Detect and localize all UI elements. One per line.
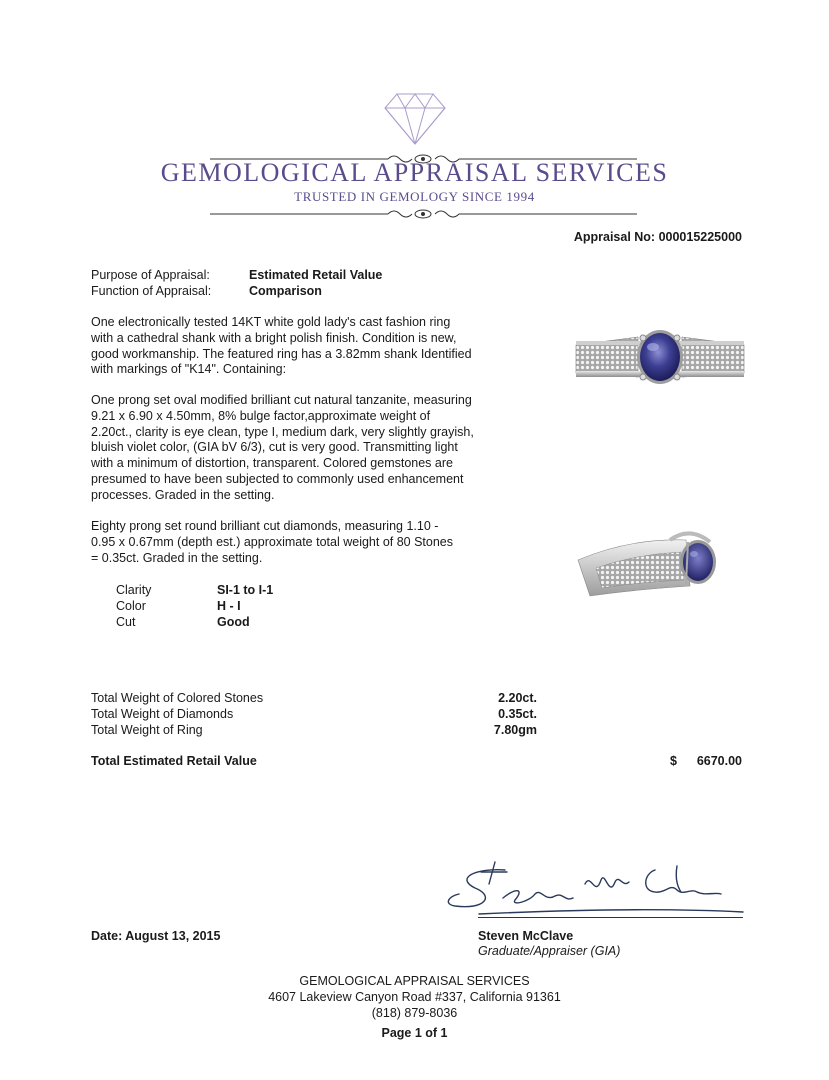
footer-phone: (818) 879-8036 [371, 1006, 458, 1020]
function-value: Comparison [249, 284, 322, 298]
purpose-value: Estimated Retail Value [249, 268, 383, 282]
total-colored-stones-label: Total Weight of Colored Stones [91, 691, 264, 705]
total-diamonds-value: 0.35ct. [498, 707, 537, 721]
total-colored-stones-value: 2.20ct. [498, 691, 537, 705]
text-line: 0.95 x 0.67mm (depth est.) approximate total weight of 80 Stones [91, 534, 454, 549]
text-line: One electronically tested 14KT white gold lady's cast fashion ring [91, 315, 451, 329]
signature-line [478, 917, 743, 918]
text-line: good workmanship. The featured ring has a 3.82mm shank Identified [91, 346, 472, 361]
purpose-label: Purpose of Appraisal: [91, 268, 210, 282]
text-line: processes. Graded in the setting. [91, 487, 275, 502]
text-line: 2.20ct., clarity is eye clean, type I, medium dark, very slightly grayish, [91, 424, 474, 439]
page-number: Page 1 of 1 [381, 1026, 448, 1040]
retail-currency: $ [670, 754, 677, 768]
text-line: One prong set oval modified brilliant cut natural tanzanite, measuring [91, 393, 472, 407]
text-line: Eighty prong set round brilliant cut diamonds, measuring 1.10 - [91, 519, 439, 533]
function-label: Function of Appraisal: [91, 284, 212, 298]
text-line: bluish violet color, (GIA bV 6/3), cut is very good. Transmitting light [91, 440, 458, 455]
total-diamonds-label: Total Weight of Diamonds [91, 707, 234, 721]
footer-company: GEMOLOGICAL APPRAISAL SERVICES [299, 974, 530, 988]
clarity-label: Clarity [116, 583, 152, 597]
text-line: = 0.35ct. Graded in the setting. [91, 550, 263, 565]
appraisal-date: Date: August 13, 2015 [91, 929, 221, 943]
description-paragraph-1 [91, 315, 511, 378]
signer-name: Steven McClave [478, 929, 574, 943]
description-paragraph-2 [91, 393, 511, 504]
ring-photo-front [570, 325, 750, 405]
color-value: H - I [217, 599, 241, 613]
total-ring-weight-value: 7.80gm [493, 723, 537, 737]
cut-label: Cut [116, 615, 136, 629]
text-line: 9.21 x 6.90 x 4.50mm, 8% bulge factor,approximate weight of [91, 408, 431, 423]
diamond-logo-icon [383, 92, 447, 146]
cut-value: Good [217, 615, 250, 629]
appraisal-number: Appraisal No: 000015225000 [573, 230, 742, 244]
text-line: with a cathedral shank with a bright polish finish. Condition is new, [91, 330, 457, 345]
retail-value-label: Total Estimated Retail Value [91, 754, 257, 768]
footer-address: 4607 Lakeview Canyon Road #337, California 91361 [268, 990, 561, 1004]
retail-amount: 6670.00 [696, 754, 742, 768]
signature-image [445, 858, 745, 922]
company-tagline: TRUSTED IN GEMOLOGY SINCE 1994 [294, 189, 535, 204]
ring-photo-side [570, 520, 750, 610]
color-label: Color [116, 599, 146, 613]
text-line: presumed to have been subjected to commonly used enhancement [91, 471, 464, 486]
header-ornament-bottom [210, 202, 637, 224]
text-line: with a minimum of distortion, transparent. Colored gemstones are [91, 456, 453, 471]
company-name: GEMOLOGICAL APPRAISAL SERVICES [160, 158, 669, 187]
description-paragraph-3 [91, 519, 511, 566]
total-ring-weight-label: Total Weight of Ring [91, 723, 203, 737]
signer-title: Graduate/Appraiser (GIA) [478, 944, 621, 958]
clarity-value: SI-1 to I-1 [217, 583, 274, 597]
text-line: with markings of "K14". Containing: [91, 362, 287, 377]
